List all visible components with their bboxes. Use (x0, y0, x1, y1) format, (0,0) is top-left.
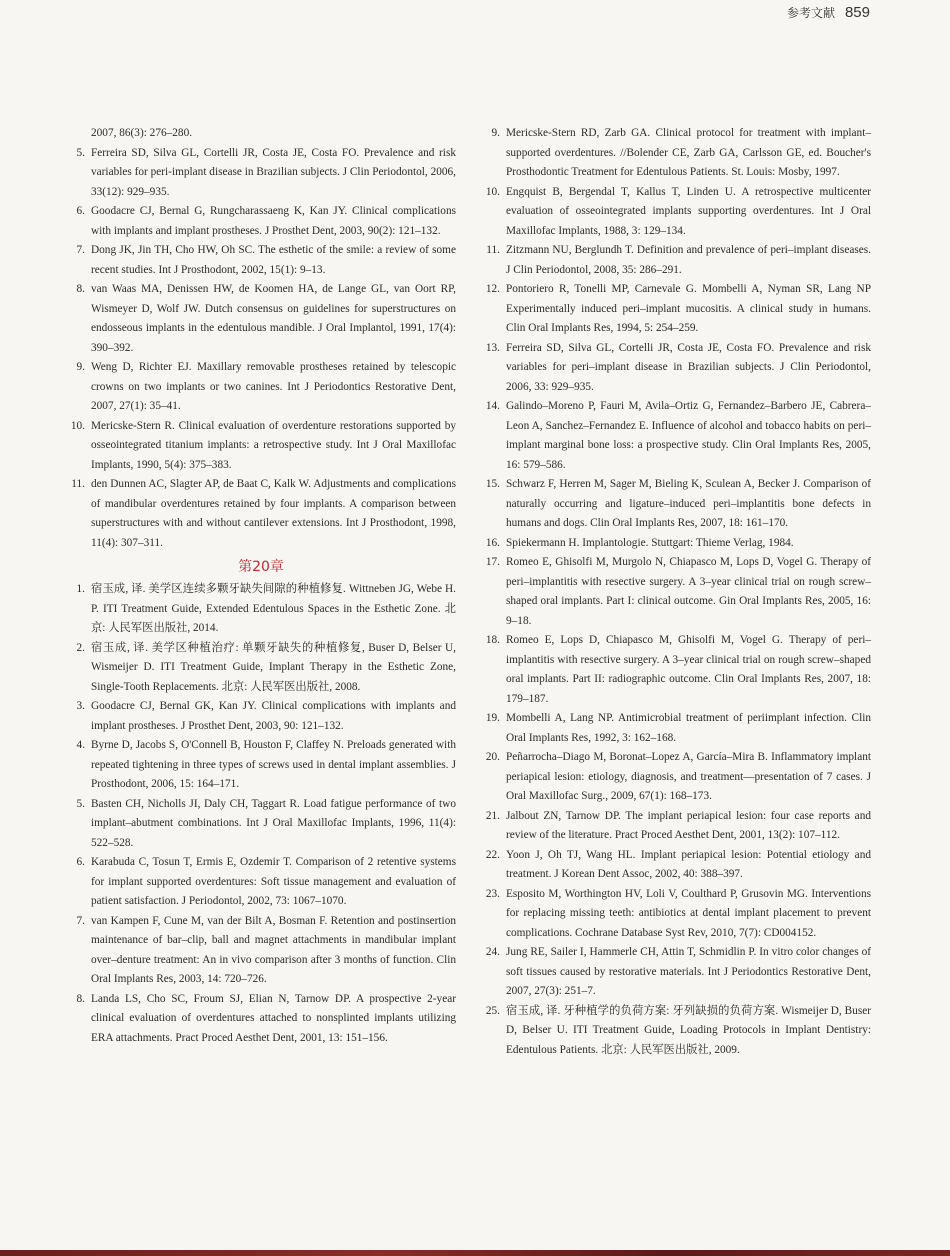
reference-text: Romeo E, Ghisolfi M, Murgolo N, Chiapasco M, Lops D, Vogel G. Therapy of peri–implantitis with resective surgery. A 3–year clinical trial on rough screw–shaped oral implants. Part I: clinical outcome. Gin Oral Implants Res, 2005, 16: 9–18. (506, 556, 871, 627)
reference-item (481, 885, 871, 944)
reference-number: 5. (76, 797, 85, 810)
reference-item (66, 417, 456, 476)
reference-number: 9. (76, 361, 85, 373)
reference-text: Ferreira SD, Silva GL, Cortelli JR, Costa JE, Costa FO. Prevalence and risk variables for peri-implant disease in Brazilian subjects. J Clin Periodontol, 2006, 33(12): 929–935. (91, 146, 456, 198)
reference-item (481, 241, 871, 280)
reference-number: 22. (485, 848, 500, 861)
reference-list-previous-chapter (66, 144, 456, 554)
reference-item (66, 580, 456, 639)
reference-text: Mericske-Stern R. Clinical evaluation of overdenture restorations supported by osseointegrated titanium implants: a retrospective study. Int J Oral Maxillofac Implants, 1990, 5(4): 375–383. (91, 419, 456, 471)
reference-text: Landa LS, Cho SC, Froum SJ, Elian N, Tarnow DP. A prospective 2-year clinical evaluation of overdentures attached to nonsplinted implants utilizing ERA attachments. Pract Proced Aesthet Dent, 2001, 13: 151–156. (91, 992, 456, 1044)
reference-text: Byrne D, Jacobs S, O'Connell B, Houston F, Claffey N. Preloads generated with repeated tightening in three types of screws used in dental implant assemblies. J Prosthodont, 2006, 15: 164–171. (91, 739, 456, 790)
right-column (481, 124, 871, 1060)
reference-number: 14. (485, 400, 500, 412)
reference-number: 7. (76, 914, 85, 927)
reference-text: Dong JK, Jin TH, Cho HW, Oh SC. The esthetic of the smile: a review of some recent studies. Int J Prosthodont, 2002, 15(1): 9–13. (91, 244, 456, 276)
reference-text: Yoon J, Oh TJ, Wang HL. Implant periapical lesion: Potential etiology and treatment. J Korean Dent Assoc, 2002, 40: 388–397. (506, 848, 871, 880)
chapter-heading: 第20章 (238, 559, 284, 575)
reference-number: 11. (71, 478, 85, 490)
reference-text: van Waas MA, Denissen HW, de Koomen HA, de Lange GL, van Oort RP, Wismeyer D, Wolf JW. Dutch consensus on guidelines for superstructures on endosseous implants in the edentulous mandible. J Oral Implantol, 1991, 17(4): 390–392. (91, 283, 456, 354)
reference-number: 7. (76, 244, 85, 256)
reference-number: 15. (485, 478, 500, 490)
page-bottom-bar (0, 1250, 950, 1256)
reference-item (481, 631, 871, 709)
reference-text: Goodacre CJ, Bernal GK, Kan JY. Clinical complications with implants and implant prostheses. J Prosthet Dent, 2003, 90: 121–132. (91, 700, 456, 732)
reference-text: Romeo E, Lops D, Chiapasco M, Ghisolfi M, Vogel G. Therapy of peri–implantitis with resective surgery. A 3–year clinical trial on rough screw–shaped oral implants. Part II: radiographic outcome. Clin Oral Implants Res, 2007, 18: 179–187. (506, 634, 871, 705)
reference-list-chapter-20-continued (481, 124, 871, 1060)
reference-number: 24. (485, 946, 500, 958)
reference-number: 19. (485, 712, 500, 724)
reference-number: 6. (76, 205, 85, 217)
reference-number: 5. (76, 146, 85, 159)
page-number: 859 (844, 4, 870, 21)
reference-number: 4. (76, 739, 85, 751)
reference-number: 8. (76, 283, 85, 295)
reference-number: 9. (491, 127, 500, 139)
reference-item (481, 807, 871, 846)
reference-number: 8. (76, 992, 85, 1005)
reference-item (481, 534, 871, 554)
reference-item (481, 397, 871, 475)
reference-text: Goodacre CJ, Bernal G, Rungcharassaeng K, Kan JY. Clinical complications with implants and implant prostheses. J Prosthet Dent, 2003, 90(2): 121–132. (91, 205, 456, 237)
reference-text: Galindo–Moreno P, Fauri M, Avila–Ortiz G, Fernandez–Barbero JE, Cabrera–Leon A, Sanchez–Fernandez E. Influence of alcohol and tobacco habits on peri–implant marginal bone loss: a prospective study. Clin Oral Implants Res, 2005, 16: 579–586. (506, 400, 871, 471)
reference-item (481, 124, 871, 183)
reference-number: 23. (485, 887, 500, 900)
reference-item (66, 202, 456, 241)
reference-item (66, 912, 456, 990)
reference-text: 宿玉成, 译. 美学区连续多颗牙缺失间隙的种植修复. Wittneben JG, Webe H. P. ITI Treatment Guide, Extended Edentulous Spaces in the Esthetic Zone. 北京: 人民军医出版社, 2014. (91, 583, 456, 634)
reference-item (66, 475, 456, 553)
reference-text: Mericske-Stern RD, Zarb GA. Clinical protocol for treatment with implant–supported overdentures. //Bolender CE, Zarb GA, Carlsson GE, ed. Boucher's Prosthodontic Treatment for Edentulous Patients. St. Louis: Mosby, 1997. (506, 127, 871, 178)
reference-number: 10. (70, 419, 85, 432)
reference-item (66, 241, 456, 280)
reference-number: 10. (485, 185, 500, 198)
reference-number: 13. (485, 341, 500, 354)
reference-text: 宿玉成, 译. 美学区种植治疗: 单颗牙缺失的种植修复, Buser D, Belser U, Wismeijer D. ITI Treatment Guide, Implant Therapy in the Esthetic Zone, Single-Tooth Replacements. 北京: 人民军医出版社, 2008. (91, 641, 456, 693)
reference-item (66, 144, 456, 203)
left-column (66, 124, 456, 1048)
reference-item (66, 280, 456, 358)
reference-item (481, 748, 871, 807)
running-title: 参考文献 (786, 6, 835, 20)
reference-text: Zitzmann NU, Berglundh T. Definition and prevalence of peri–implant diseases. J Clin Periodontol, 2008, 35: 286–291. (506, 244, 871, 276)
reference-text: Basten CH, Nicholls JI, Daly CH, Taggart R. Load fatigue performance of two implant–abutment combinations. Int J Oral Maxillofac Implants, 1996, 11(4): 522–528. (91, 797, 456, 849)
reference-number: 11. (486, 244, 500, 256)
reference-number: 18. (485, 634, 500, 646)
reference-item (66, 358, 456, 417)
reference-text: Ferreira SD, Silva GL, Cortelli JR, Costa JE, Costa FO. Prevalence and risk variables for peri–implant disease in Brazilian subjects. J Clin Periodontol, 2006, 33: 929–935. (506, 341, 871, 393)
reference-text: Pontoriero R, Tonelli MP, Carnevale G. Mombelli A, Nyman SR, Lang NP Experimentally induced peri–implant mucositis. A clinical study in humans. Clin Oral Implants Res, 1994, 5: 254–259. (506, 283, 871, 334)
reference-item (66, 795, 456, 854)
reference-number: 25. (485, 1004, 500, 1017)
reference-text: Spiekermann H. Implantologie. Stuttgart: Thieme Verlag, 1984. (506, 536, 794, 549)
reference-text: 宿玉成, 译. 牙种植学的负荷方案: 牙列缺损的负荷方案. Wismeijer D, Buser D, Belser U. ITI Treatment Guide, Loading Protocols in Implant Dentistry: Edentulous Patients. 北京: 人民军医出版社, 2009. (506, 1004, 871, 1056)
reference-item (481, 846, 871, 885)
reference-item (481, 1002, 871, 1061)
reference-item (66, 697, 456, 736)
reference-item (481, 475, 871, 534)
reference-number: 21. (485, 809, 500, 822)
reference-item (481, 943, 871, 1002)
reference-text: den Dunnen AC, Slagter AP, de Baat C, Kalk W. Adjustments and complications of mandibular overdentures retained by four implants. A comparison between superstructures with and without cantilever extensions. Int J Prosthodont, 1998, 11(4): 307–311. (91, 478, 456, 549)
reference-item (66, 853, 456, 912)
reference-item (481, 709, 871, 748)
reference-text: Karabuda C, Tosun T, Ermis E, Ozdemir T. Comparison of 2 retentive systems for implant supported overdentures: Soft tissue management and evaluation of patient satisfaction. J Periodontol, 2002, 73: 1067–1070. (91, 856, 456, 907)
reference-number: 17. (485, 556, 500, 568)
reference-text: Peñarrocha–Diago M, Boronat–Lopez A, García–Mira B. Inflammatory implant periapical lesion: etiology, diagnosis, and treatment––presentation of 7 cases. J Oral Maxillofac Surg., 2009, 67(1): 168–173. (506, 751, 871, 802)
reference-number: 16. (485, 536, 500, 549)
reference-number: 3. (76, 700, 85, 712)
reference-text: Esposito M, Worthington HV, Loli V, Coulthard P, Grusovin MG. Interventions for replacing missing teeth: antibiotics at dental implant placement to prevent complications. Cochrane Database Syst Rev, 2010, 7(7): CD004152. (506, 887, 871, 939)
reference-text: Schwarz F, Herren M, Sager M, Bieling K, Sculean A, Becker J. Comparison of naturally occurring and ligature–induced peri–implantitis bone defects in humans and dogs. Clin Oral Implants Res, 2007, 18: 161–170. (506, 478, 871, 529)
reference-text: Mombelli A, Lang NP. Antimicrobial treatment of periimplant infection. Clin Oral Implants Res, 1992, 3: 162–168. (506, 712, 871, 744)
reference-text: Jung RE, Sailer I, Hammerle CH, Attin T, Schmidlin P. In vitro color changes of soft tissues caused by restorative materials. Int J Periodontics Restorative Dent, 2007, 27(3): 251–7. (506, 946, 871, 997)
reference-item (66, 639, 456, 698)
reference-item (481, 183, 871, 242)
reference-item (66, 990, 456, 1049)
reference-item (481, 339, 871, 398)
page-header (787, 4, 870, 21)
reference-item (481, 280, 871, 339)
reference-continuation: 2007, 86(3): 276–280. (91, 127, 193, 139)
reference-text: Weng D, Richter EJ. Maxillary removable prostheses retained by telescopic crowns on two implants or two canines. Int J Periodontics Restorative Dent, 2007, 27(1): 35–41. (91, 361, 456, 412)
reference-number: 20. (485, 751, 500, 763)
reference-number: 6. (76, 856, 85, 868)
reference-item (66, 736, 456, 795)
reference-text: van Kampen F, Cune M, van der Bilt A, Bosman F. Retention and postinsertion maintenance of bar–clip, ball and magnet attachments in mandibular implant over–denture treatment: An in vivo comparison after 3 months of function. Clin Oral Implants Res, 2003, 14: 720–726. (91, 914, 456, 985)
reference-list-chapter-20 (66, 580, 456, 1048)
reference-number: 1. (76, 583, 85, 595)
reference-text: Engquist B, Bergendal T, Kallus T, Linden U. A retrospective multicenter evaluation of osseointegrated implants supporting overdentures. Int J Oral Maxillofac Implants, 1988, 3: 129–134. (506, 185, 871, 237)
reference-number: 2. (76, 641, 85, 654)
reference-number: 12. (485, 283, 500, 295)
reference-text: Jalbout ZN, Tarnow DP. The implant periapical lesion: four case reports and review of the literature. Pract Proced Aesthet Dent, 2001, 13(2): 107–112. (506, 809, 871, 841)
reference-item (481, 553, 871, 631)
